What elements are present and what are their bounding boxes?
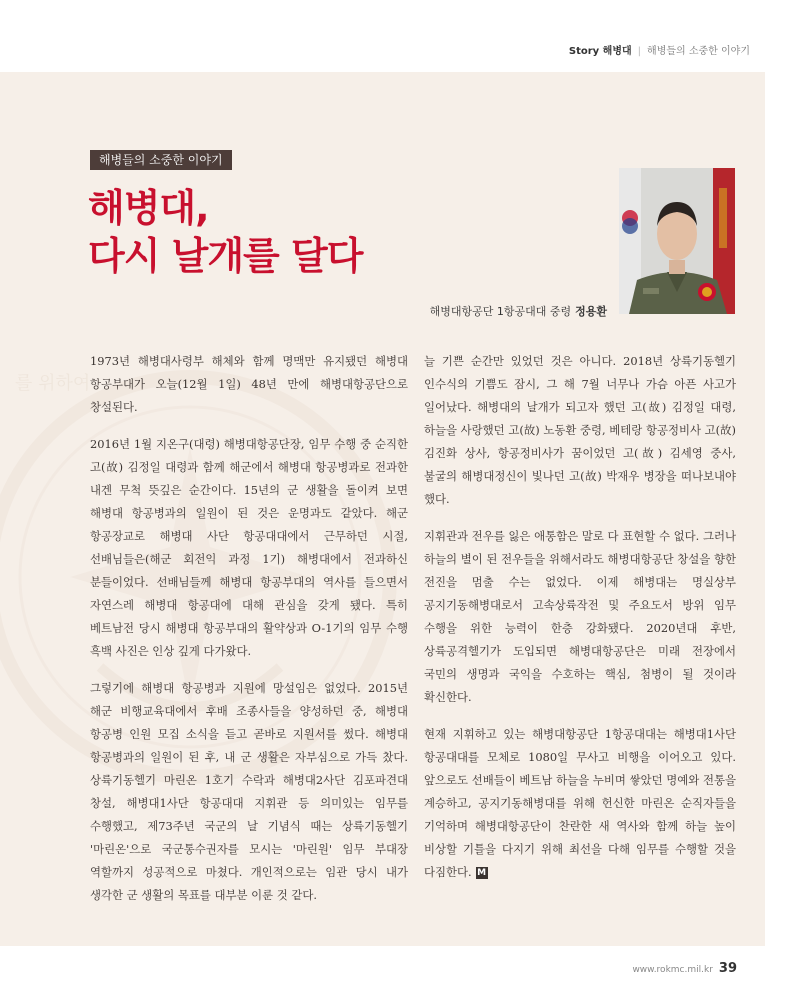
paragraph-final <box>424 723 736 884</box>
article-title <box>88 184 362 280</box>
title-line-1: 해병대, <box>88 186 209 230</box>
author-photo <box>619 168 735 314</box>
page-number: 39 <box>718 961 737 976</box>
header-separator: | <box>637 46 642 57</box>
header-subsection: 해병들의 소중한 이야기 <box>647 46 750 57</box>
text-column-right <box>424 350 736 898</box>
author-unit-rank: 해병대항공단 1항공대대 중령 <box>429 305 572 318</box>
paragraph: 지휘관과 전우를 잃은 애통함은 말로 다 표현할 수 없다. 그러나 하늘의 별이 된 전우들을 위해서라도 해병대항공단 창설을 향한 전진을 멈출 수는 없었다. 이제 해병대는 명실상부 공지기동해병대로서 고속상륙작전 및 주요도서 방위 임무 수행을 위한 능력이 한층 강화됐다. 2020년대 후반, 상륙공격헬기가 도입되면 해병대항공단은 미래 전장에서 국민의 생명과 국익을 수호하는 핵심, 첨병이 될 것이라 확신한다. <box>424 529 736 704</box>
page-header <box>0 0 800 72</box>
page-footer <box>632 961 737 976</box>
header-section: Story 해병대 <box>568 46 632 57</box>
text-column-left <box>90 350 408 921</box>
footer-url: www.rokmc.mil.kr <box>632 965 713 975</box>
category-tag: 해병들의 소중한 이야기 <box>90 150 232 170</box>
author-name: 정용환 <box>575 305 607 318</box>
running-header <box>569 42 750 57</box>
end-mark-icon: M <box>477 868 487 878</box>
author-caption <box>430 303 607 319</box>
paragraph: 1973년 해병대사령부 해체와 함께 명맥만 유지됐던 해병대 항공부대가 오늘(12월 1일) 48년 만에 해병대항공단으로 창설된다. <box>90 354 408 414</box>
paragraph: 그렇기에 해병대 항공병과 지원에 망설임은 없었다. 2015년 해군 비행교육대에서 후배 조종사들을 양성하던 중, 해병대 항공병 인원 모집 소식을 듣고 곧바로 지원서를 썼다. 해병대 항공병과의 일원이 된 후, 내 군 생활은 자부심으로 가득 찼다. 상륙기동헬기 마린온 1호기 수락과 해병대2사단 김포파견대 창설, 해병대1사단 항공대대 지휘관 등 의미있는 임무를 수행했고, 제73주년 국군의 날 기념식 때는 상륙기동헬기 '마린온'으로 국군통수권자를 모시는 '마린원' 임무 부대장 역할까지 성공적으로 마쳤다. 개인적으로는 임관 당시 내가 생각한 군 생활의 목표를 대부분 이룬 것 같다. <box>90 681 408 902</box>
article-panel <box>0 72 765 946</box>
title-line-2: 다시 날개를 달다 <box>88 234 363 278</box>
paragraph-final-text: 현재 지휘하고 있는 해병대항공단 1항공대대는 해병대1사단 항공대대를 모체로 1080일 무사고 비행을 이어오고 있다. 앞으로도 선배들이 베트남 하늘을 누비며 쌓았던 명예와 전통을 계승하고, 공지기동해병대를 위해 헌신한 마린온 순직자들을 기억하며 해병대항공단이 찬란한 새 역사와 함께 하늘 높이 비상할 기틀을 다지기 위해 최선을 다해 임무를 수행할 것을 다짐한다. <box>424 727 736 879</box>
paragraph: 늘 기쁜 순간만 있었던 것은 아니다. 2018년 상륙기동헬기 인수식의 기쁨도 잠시, 그 해 7월 너무나 가슴 아픈 사고가 일어났다. 해병대의 날개가 되고자 했던 고(故) 김정일 대령, 하늘을 사랑했던 고(故) 노동환 중령, 베테랑 항공정비사 고(故) 김진화 상사, 항공정비사가 꿈이었던 고(故) 김세영 중사, 불굴의 해병대정신이 빛나던 고(故) 박재우 병장을 떠나보내야 했다. <box>424 354 736 506</box>
paragraph: 2016년 1월 지온구(대령) 해병대항공단장, 임무 수행 중 순직한 고(故) 김정일 대령과 함께 해군에서 해병대 항공병과로 전과한 내겐 무척 뜻깊은 순간이다. 15년의 군 생활을 돌이켜 보면 해병대 항공병과의 일원이 된 것은 운명과도 같았다. 해군 항공장교로 해병대 사단 항공대대에서 근무하던 시절, 선배님들은(해군 회전익 과정 1기) 해병대에서 전과하신 분들이었다. 선배님들께 해병대 항공부대의 역사를 들으면서 자연스레 해병대 항공대에 대해 관심을 갖게 됐다. 특히 베트남전 당시 해병대 항공부대의 활약상과 O-1기의 임무 수행 흑백 사진은 인상 깊게 다가왔다. <box>90 437 408 658</box>
watermark-text: 를 위하여 <box>15 373 91 394</box>
author-portrait-image <box>619 168 735 314</box>
